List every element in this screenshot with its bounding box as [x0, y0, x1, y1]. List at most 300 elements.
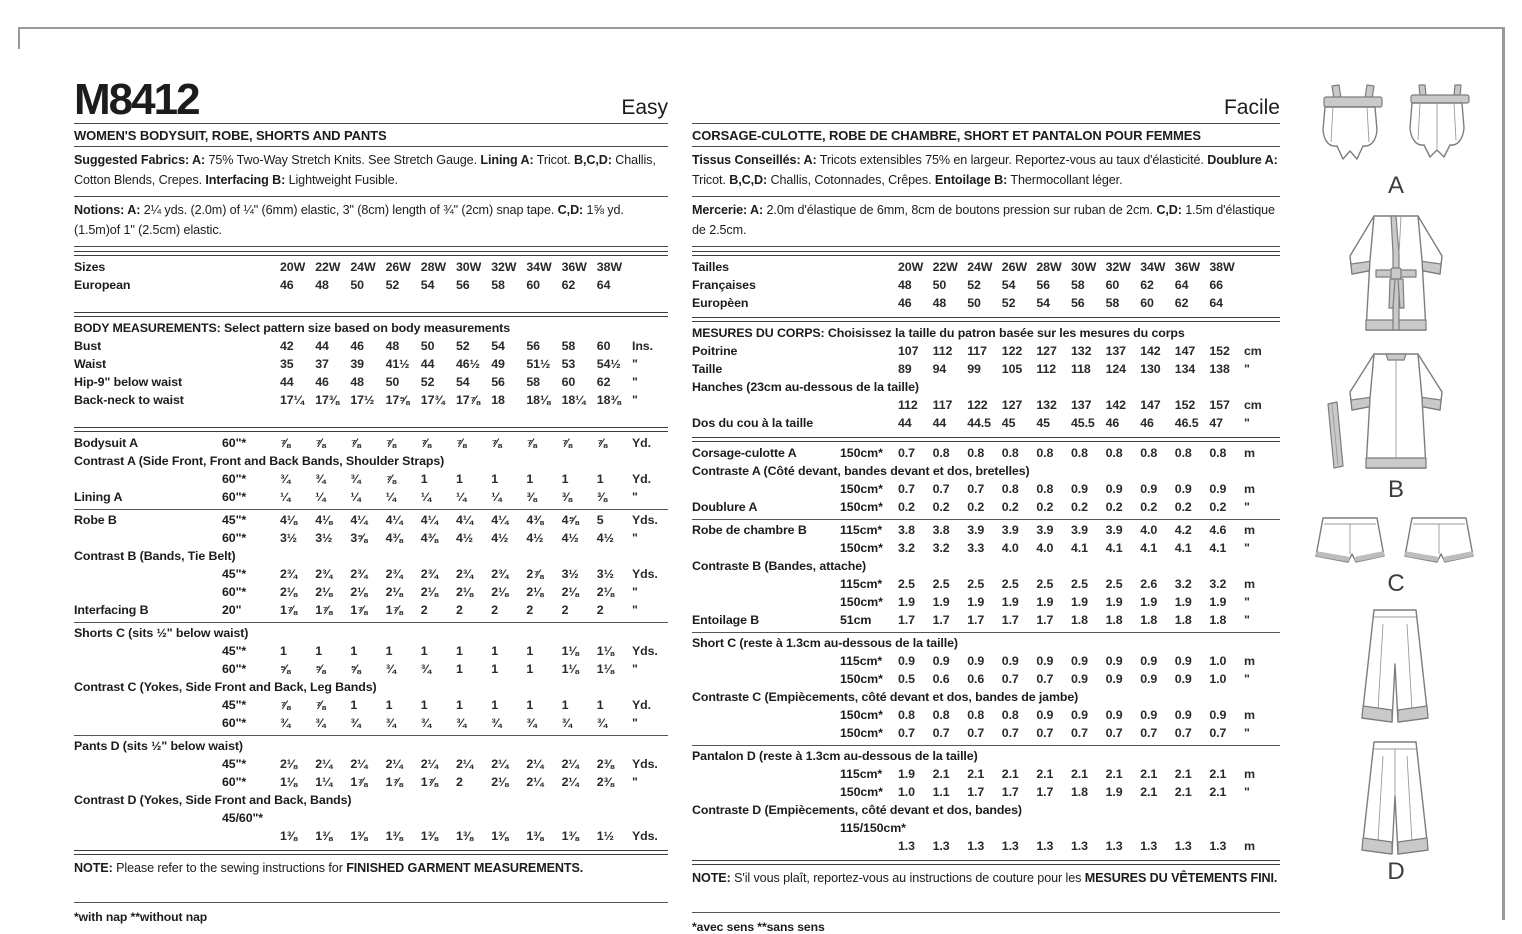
fabric-width: 150cm* — [840, 726, 883, 741]
size-value: 4¼ — [456, 513, 474, 528]
size-value: 1.8 — [1105, 613, 1123, 628]
size-value: 44 — [932, 416, 947, 431]
size-value: 2.5 — [1001, 577, 1019, 592]
size-value: 58 — [1070, 278, 1085, 293]
size-value: 1.3 — [1174, 839, 1192, 854]
size-value: 0.7 — [1140, 726, 1158, 741]
table-row — [692, 397, 1280, 415]
size-value: 50 — [420, 339, 435, 354]
table-caption: Contrast B (Bands, Tie Belt) — [74, 549, 236, 564]
size-value: 0.9 — [1105, 672, 1123, 687]
fabric-width: 115cm* — [840, 577, 883, 592]
size-value: 0.2 — [1070, 500, 1088, 515]
fabric-width: 150cm* — [840, 672, 883, 687]
size-value: 132 — [1036, 398, 1057, 413]
text-segment: Entoilage B: — [934, 172, 1008, 187]
fabric-width: 20" — [222, 603, 242, 618]
shorts-back — [1405, 518, 1473, 562]
size-value: 3.9 — [1036, 523, 1054, 538]
rule-thick — [692, 251, 1280, 256]
size-value: 3.9 — [1070, 523, 1088, 538]
size-value: 1⅜ — [526, 829, 544, 844]
size-value: 1.3 — [1105, 839, 1123, 854]
size-value: 1.9 — [898, 595, 915, 610]
size-value: 3.9 — [1001, 523, 1019, 538]
size-value: 94 — [932, 362, 947, 377]
size-value: 0.8 — [1070, 446, 1088, 461]
size-value: 142 — [1105, 398, 1126, 413]
table-row — [692, 766, 1280, 784]
title-row — [74, 76, 668, 124]
size-value: 54 — [1001, 278, 1016, 293]
notions-en — [74, 197, 668, 247]
row-label: Waist — [74, 357, 107, 372]
size-value: 0.9 — [1105, 654, 1123, 669]
size-value: 152 — [1209, 344, 1230, 359]
size-value: 17½ — [350, 393, 375, 408]
size-value: ¾ — [561, 716, 572, 731]
size-value: 62 — [561, 278, 576, 293]
size-value: 1 — [491, 662, 498, 677]
size-value: 50 — [932, 278, 947, 293]
unit: Ins. — [632, 339, 653, 354]
size-value: 0.2 — [967, 500, 985, 515]
size-value: 132 — [1070, 344, 1092, 359]
size-value: 22W — [315, 260, 341, 275]
size-value: 2¼ — [561, 775, 579, 790]
size-value: 2.1 — [1140, 767, 1158, 782]
size-value: 1.0 — [1209, 672, 1227, 687]
size-value: 26W — [385, 260, 411, 275]
bodysuit-back — [1410, 85, 1469, 157]
size-value: ¾ — [456, 716, 467, 731]
size-value: 17⅞ — [456, 393, 480, 408]
size-value: 0.8 — [1001, 482, 1019, 497]
size-value: 4½ — [596, 531, 614, 546]
unit: Yds. — [632, 644, 658, 659]
size-value: 35 — [280, 357, 294, 372]
size-value: 1 — [350, 644, 358, 659]
shorts-drawing — [1310, 512, 1482, 570]
size-value: 0.5 — [898, 672, 915, 687]
table-row — [692, 295, 1280, 313]
row-label: Europèen — [692, 296, 749, 311]
fabric-width: 60"* — [222, 472, 247, 487]
size-value: 48 — [350, 375, 364, 390]
size-value: 52 — [420, 375, 435, 390]
size-value: 0.7 — [1070, 726, 1088, 741]
size-value: ¾ — [315, 716, 326, 731]
size-value: 2⅛ — [420, 585, 438, 600]
table-row — [74, 661, 668, 679]
size-value: ¾ — [526, 716, 537, 731]
size-value: 2.1 — [932, 767, 950, 782]
pants-front — [1362, 610, 1428, 722]
size-value: 1⅜ — [385, 829, 403, 844]
table-row — [692, 612, 1280, 630]
size-value: 3½ — [315, 531, 333, 546]
size-value: 32W — [491, 260, 517, 275]
size-value: 0.2 — [1140, 500, 1158, 515]
figure-letter-a: A — [1388, 172, 1404, 199]
fabric-width: 115cm* — [840, 654, 883, 669]
size-value: 0.9 — [1140, 482, 1158, 497]
size-value: 1.7 — [932, 613, 950, 628]
size-value: 46 — [1105, 416, 1120, 431]
size-value: 54 — [1036, 296, 1050, 311]
size-value: 2 — [526, 603, 534, 618]
size-value: 2⅛ — [526, 585, 544, 600]
size-value: 1⅞ — [350, 603, 368, 618]
size-value: ¾ — [280, 472, 291, 487]
size-value: 42 — [280, 339, 294, 354]
size-value: 0.7 — [1105, 726, 1123, 741]
row-label: Back-neck to waist — [74, 393, 184, 408]
size-value: 0.8 — [1174, 446, 1192, 461]
size-value: ⅝ — [315, 662, 326, 677]
size-value: 1 — [526, 644, 534, 659]
size-value: 54 — [491, 339, 505, 354]
size-value: 38W — [596, 260, 622, 275]
size-value: 2.5 — [1070, 577, 1088, 592]
size-value: 2⅛ — [491, 775, 509, 790]
size-value: 1⅛ — [561, 662, 579, 677]
spacer — [74, 410, 668, 423]
size-value: 3.8 — [932, 523, 950, 538]
size-value: 2¼ — [420, 757, 438, 772]
size-value: 28W — [420, 260, 446, 275]
size-value: 1.8 — [1070, 785, 1088, 800]
size-value: 2¼ — [350, 757, 368, 772]
table-row — [692, 445, 1280, 463]
table-row — [74, 810, 668, 828]
size-value: ⅞ — [350, 436, 361, 451]
size-value: 0.9 — [1070, 654, 1088, 669]
size-value: 4.1 — [1174, 541, 1192, 556]
difficulty-label-en: Easy — [621, 96, 668, 119]
size-value: 3.2 — [932, 541, 950, 556]
table-caption: BODY MEASUREMENTS: Select pattern size based on body measurements — [74, 321, 510, 336]
text-segment: B,C,D: — [573, 153, 612, 167]
size-value: 1 — [456, 662, 463, 677]
size-value: 0.6 — [932, 672, 950, 687]
text-segment: 2.0m d'élastique de 6mm, 8cm de boutons pression sur ruban de 2cm. — [763, 202, 1157, 217]
size-value: ⅞ — [315, 436, 326, 451]
rule-thin — [74, 509, 668, 510]
size-value: 50 — [967, 296, 981, 311]
shorts-front — [1316, 518, 1384, 562]
size-value: 52 — [385, 278, 400, 293]
size-value: 1 — [280, 644, 287, 659]
size-value: 2⅛ — [596, 585, 614, 600]
table-row — [74, 356, 668, 374]
size-value: 0.9 — [1105, 708, 1123, 723]
unit: cm — [1243, 398, 1262, 413]
row-label: Sizes — [74, 260, 106, 275]
unit: Yds. — [632, 757, 658, 772]
size-value: 60 — [561, 375, 576, 390]
fabric-width: 45"* — [222, 698, 247, 713]
size-value: 41½ — [385, 357, 410, 372]
row-label: Bust — [74, 339, 102, 354]
size-value: 24W — [350, 260, 376, 275]
table-row — [692, 361, 1280, 379]
size-value: 52 — [967, 278, 981, 293]
unit: Yd. — [632, 472, 651, 487]
size-value: 45 — [1036, 416, 1050, 431]
size-value: 0.9 — [1209, 708, 1227, 723]
text-segment: NOTE: — [692, 870, 731, 885]
size-value: ¾ — [596, 716, 608, 731]
table-row — [74, 277, 668, 295]
size-value: 48 — [315, 278, 329, 293]
size-value: ¼ — [350, 490, 361, 505]
text-segment: Interfacing B: — [205, 172, 286, 187]
size-value: 2¼ — [561, 757, 579, 772]
size-value: 0.7 — [967, 482, 985, 497]
size-value: 3.3 — [967, 541, 985, 556]
unit: " — [1243, 785, 1250, 800]
size-value: 2¾ — [280, 567, 298, 582]
size-value: 39 — [350, 357, 364, 372]
size-value: 4.0 — [1036, 541, 1054, 556]
size-value: 2 — [596, 603, 604, 618]
size-value: 45 — [1001, 416, 1016, 431]
size-value: 54½ — [596, 357, 621, 372]
unit: " — [632, 393, 638, 408]
row-label: Corsage-culotte A — [692, 446, 797, 461]
fabric-width: 150cm* — [840, 446, 883, 461]
size-value: 34W — [1140, 260, 1166, 275]
text-segment: 2¼ yds. (2.0m) of ¼" (6mm) elastic, 3" (8cm) length of ¾" (2cm) snap tape. — [140, 202, 558, 217]
size-value: 3⅝ — [350, 531, 368, 546]
size-value: 48 — [385, 339, 400, 354]
table-row — [692, 540, 1280, 558]
size-value: 46 — [350, 339, 364, 354]
size-value: 1 — [526, 662, 534, 677]
fabric-width: 45"* — [222, 644, 247, 659]
fabric-width: 150cm* — [840, 482, 883, 497]
size-value: 4⅝ — [561, 513, 579, 528]
size-value: 17¼ — [280, 393, 304, 408]
size-value: ⅝ — [350, 662, 361, 677]
size-value: 2 — [420, 603, 428, 618]
size-value: 3.2 — [1174, 577, 1192, 592]
unit: m — [1243, 654, 1255, 669]
garment-illustrations — [1298, 80, 1494, 894]
table-row — [692, 415, 1280, 433]
size-value: 1.9 — [1105, 785, 1123, 800]
size-value: 34W — [526, 260, 552, 275]
size-value: ⅞ — [385, 436, 396, 451]
size-value: 3.2 — [898, 541, 915, 556]
size-value: 1.3 — [1001, 839, 1019, 854]
size-value: 1⅜ — [420, 829, 438, 844]
size-value: 62 — [596, 375, 611, 390]
fabric-width: 60"* — [222, 531, 247, 546]
row-label: Poitrine — [692, 344, 738, 359]
size-value: 44 — [898, 416, 912, 431]
size-value: 56 — [1070, 296, 1085, 311]
table-row — [692, 838, 1280, 856]
figure-letter-b: B — [1388, 476, 1404, 503]
size-value: 1.7 — [1036, 785, 1054, 800]
size-value: 1.7 — [967, 613, 985, 628]
size-value: 4¼ — [350, 513, 368, 528]
size-value: 1.9 — [1070, 595, 1088, 610]
size-value: 0.2 — [1209, 500, 1227, 515]
fabric-width: 45"* — [222, 567, 247, 582]
size-value: 60 — [1105, 278, 1120, 293]
size-value: 0.7 — [1209, 726, 1227, 741]
size-value: 1⅞ — [420, 775, 438, 790]
size-value: ⅞ — [491, 436, 502, 451]
unit: m — [1243, 446, 1255, 461]
table-row — [74, 697, 668, 715]
unit: " — [1243, 613, 1250, 628]
text-segment: Tricots extensibles 75% en largeur. Reportez-vous au taux d'élasticité. — [816, 153, 1208, 167]
table-row — [74, 435, 668, 453]
size-value: 1.9 — [1140, 595, 1158, 610]
size-value: 46.5 — [1174, 416, 1199, 431]
size-value: 2⅛ — [280, 757, 298, 772]
size-value: 112 — [898, 398, 918, 413]
suggested-fabrics-en — [74, 147, 668, 197]
size-value: ⅞ — [596, 436, 608, 451]
size-value: 2.1 — [1036, 767, 1054, 782]
size-value: 1⅞ — [350, 775, 368, 790]
unit: " — [1243, 541, 1250, 556]
text-segment: Challis, Cotonnades, Crêpes. — [767, 172, 935, 187]
rule-thick — [74, 312, 668, 317]
row-label: Lining A — [74, 490, 123, 505]
size-value: 1.9 — [1001, 595, 1019, 610]
text-segment: FINISHED GARMENT MEASUREMENTS. — [346, 860, 584, 875]
size-value: 0.2 — [1105, 500, 1123, 515]
table-row — [74, 602, 668, 620]
unit: " — [632, 375, 638, 390]
row-label: Dos du cou à la taille — [692, 416, 814, 431]
size-value: 20W — [280, 260, 306, 275]
size-value: ¾ — [420, 662, 432, 677]
size-value: 56 — [456, 278, 470, 293]
size-value: ¾ — [350, 472, 361, 487]
size-value: 1.3 — [1070, 839, 1088, 854]
bodysuit-front — [1323, 85, 1382, 159]
size-value: 0.7 — [898, 482, 915, 497]
size-value: 2.5 — [1036, 577, 1054, 592]
size-value: 64 — [1209, 296, 1223, 311]
size-value: 1.7 — [898, 613, 915, 628]
spacer — [74, 295, 668, 308]
pants-back — [1362, 742, 1428, 854]
footnote-fr: *avec sens **sans sens — [692, 912, 1280, 934]
size-value: 0.7 — [932, 726, 950, 741]
table-caption: Contraste D (Empiècements, côté devant et dos, bandes) — [692, 803, 1022, 818]
size-value: 44 — [420, 357, 435, 372]
rule-thin — [74, 735, 668, 736]
table-caption: Short C (reste à 1.3cm au-dessous de la taille) — [692, 636, 958, 651]
table-caption: Pantalon D (reste à 1.3cm au-dessous de la taille) — [692, 749, 978, 764]
size-value: 1⅜ — [280, 829, 298, 844]
illustration-c-shorts — [1298, 512, 1494, 596]
rule-thick — [74, 427, 668, 432]
size-value: ⅞ — [420, 436, 432, 451]
figure-letter-d: D — [1387, 858, 1405, 885]
size-value: 0.8 — [1036, 482, 1054, 497]
size-value: 127 — [1036, 344, 1057, 359]
size-value: 2.1 — [967, 767, 985, 782]
size-value: 2⅛ — [280, 585, 298, 600]
size-value: 0.8 — [1001, 708, 1019, 723]
size-value: 2⅜ — [596, 757, 614, 772]
fabric-width: 60"* — [222, 490, 247, 505]
size-value: 0.9 — [932, 654, 950, 669]
size-value: 0.9 — [1140, 708, 1158, 723]
size-value: 37 — [315, 357, 329, 372]
size-table-fr — [692, 251, 1280, 313]
table-caption: MESURES DU CORPS: Choisissez la taille du patron basée sur les mesures du corps — [692, 326, 1185, 341]
garment-title-en: WOMEN'S BODYSUIT, ROBE, SHORTS AND PANTS — [74, 124, 668, 147]
size-value: 4.2 — [1174, 523, 1192, 538]
size-value: 0.8 — [932, 708, 950, 723]
table-row — [74, 566, 668, 584]
text-segment: Lightweight Fusible. — [285, 172, 398, 187]
rule-thick — [74, 251, 668, 256]
size-value: 4.1 — [1105, 541, 1123, 556]
size-value: ⅞ — [561, 436, 572, 451]
size-value: 2.5 — [967, 577, 985, 592]
size-value: 2¼ — [491, 757, 509, 772]
size-value: 56 — [1036, 278, 1050, 293]
unit: " — [1243, 726, 1250, 741]
size-value: 26W — [1001, 260, 1027, 275]
row-label: Entoilage B — [692, 613, 760, 628]
size-value: 36W — [1174, 260, 1200, 275]
size-value: 152 — [1174, 398, 1196, 413]
size-value: 4⅜ — [420, 531, 438, 546]
unit: " — [632, 585, 638, 600]
size-value: ⅝ — [280, 662, 291, 677]
size-value: 17⅝ — [385, 393, 410, 408]
size-value: 2 — [561, 603, 569, 618]
table-row — [692, 653, 1280, 671]
size-value: 1.9 — [967, 595, 985, 610]
size-value: 1.0 — [898, 785, 915, 800]
size-value: 127 — [1001, 398, 1023, 413]
size-value: 0.6 — [967, 672, 985, 687]
size-value: 22W — [932, 260, 958, 275]
size-value: 58 — [561, 339, 576, 354]
size-value: 1 — [456, 698, 463, 713]
size-value: ⅞ — [280, 698, 291, 713]
text-segment: Tricot. — [533, 153, 574, 167]
size-value: 2¾ — [385, 567, 403, 582]
size-value: 51½ — [526, 357, 551, 372]
size-value: 1⅛ — [280, 775, 298, 790]
size-value: 3½ — [561, 567, 579, 582]
size-value: 0.7 — [1174, 726, 1192, 741]
size-value: 107 — [898, 344, 919, 359]
size-value: ¾ — [491, 716, 502, 731]
unit: m — [1243, 482, 1255, 497]
table-row — [692, 784, 1280, 802]
illustration-d-pants — [1298, 606, 1494, 884]
size-value: 2.5 — [932, 577, 950, 592]
figure-letter-c: C — [1387, 570, 1405, 597]
unit: m — [1243, 708, 1255, 723]
unit: " — [632, 716, 638, 731]
